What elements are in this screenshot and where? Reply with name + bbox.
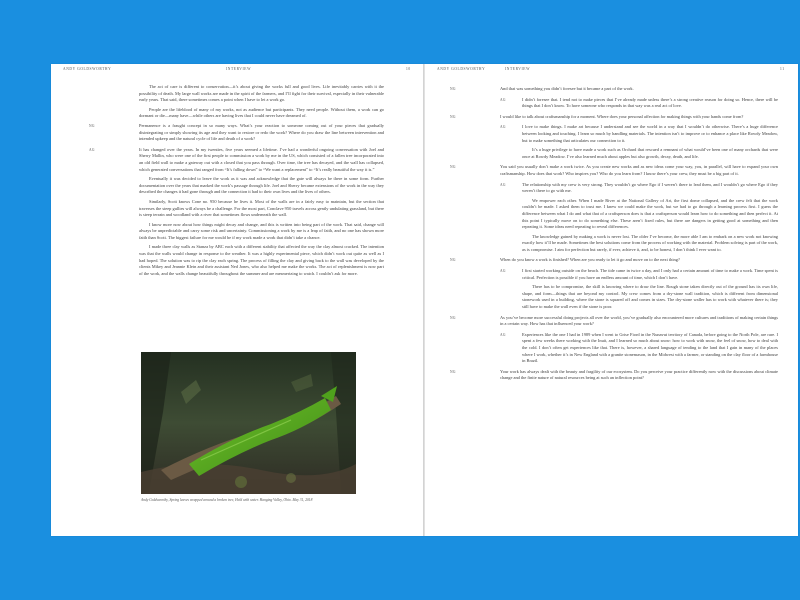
answer-text: We empower each other. When I made River at the National Gallery of Art, the first dome collapsed, and the crew felt that the work couldn’t be made. I asked them to trust me. I knew we could make the work, but we had to go through a learning process first. I guess the difference between what I do and what that of a craftsperson does is that a craftsperson would learn how to do something and then perfect it. At this point I typically move on to do something else. These aren’t fixed rules, but there are dangers in getting good at something and then repeating it. Some ideas need repeating to reveal differences. [522, 197, 778, 230]
question-text: And that was something you didn’t foresee but it became a part of the work. [500, 86, 634, 91]
question-block [450, 86, 778, 93]
answer-block [500, 268, 778, 311]
question-block [450, 113, 778, 121]
running-head-section: INTERVIEW [226, 67, 252, 71]
answer-text: I made three clay walls as Stanza by ABC each with a different stability that affected the way the clay almost cracked. The intention was that the walls would change in response to the weather. It was a highly experimental piece, which didn’t work out quite as well as I had hoped. The solution was to rip the clay each spring. The process of filling the clay and giving back to the wall was developed by the clients Mikey and Jeannie Klein and their assistant Ned Jones, who also helped me make the works. The act of replenishment is now part of the work, and the walls change beautifully throughout the summer and are mesmerizing to watch. I couldn’t ask for more. [139, 244, 384, 276]
speaker-tag: NG [450, 87, 456, 91]
speaker-tag: NG [450, 258, 456, 263]
answer-text: I first started working outside on the beach. The tide came in twice a day, and I only had a certain amount of time to make a work. Time spent is critical. Perfection is possible if you have an endless amount of time, which I don’t have. [522, 268, 778, 280]
speaker-tag: AG [500, 125, 506, 130]
answer-text: The knowledge gained by making a work is never lost. The older I’ve become, the more able I am to embark on a new work not knowing exactly how it’ll be made. Sometimes the best solutions come from the process of working with the material. Problem solving is part of the work, as is compromise. I aim for perfection but rarely, if ever, achieve it, and, to be honest, I don’t think I ever want to. [522, 233, 778, 252]
paragraph: People are the lifeblood of many of my works, not as audience but participants. They need people. Without them, a work can go dormant or die—many have—while others are having lives that I could never have dreamed of. [139, 106, 384, 119]
answer-text: There has to be compromise, the skill is knowing where to draw the line. Rough stone taken directly out of the ground has its own life, shape, and form—things that are beyond my control. My crew comes from a dry-stone wall tradition, which is different from dimensional stonework used in a building, where the stone is squared off and comes in sizes. The dry-stone waller has to work with whatever there is; they still have to make the wall even if the stone is poor. [522, 284, 778, 310]
right-text-column [450, 86, 778, 386]
left-text-column [89, 84, 384, 281]
question-text: I would like to talk about craftsmanship for a moment. Where does your personal affection for making things with your hands come from? [500, 113, 744, 119]
folio: 10 [406, 67, 411, 71]
answer-text: It has changed over the years. In my twenties, five years seemed a lifetime. I’ve had a wonderful ongoing conversation with Joel and Sherry Mallin, who were one of the first people to commission a work by me in the US, which consisted of a fallen tree incorporated into an old field wall to make a gateway out with a closed that you pass through. Over time, the tree has decayed, and the wall has collapsed, which generated conversations that ranged from “It’s falling down” to “We want a replacement” to “It’s really beautiful the way it is.” [139, 146, 384, 172]
speaker-tag: AG [500, 97, 506, 102]
answer-text: Eventually it was decided to leave the work as it was and acknowledge that the gate will always be there in some form. Further documentation over the years that marked the work’s passage through life. Joel and Sherry became extensions of the work in the way they described the changes it had gone through and the connection it had to their own lives and the lives of others. [139, 176, 384, 195]
speaker-tag: NG [450, 165, 456, 170]
question-block [450, 164, 778, 177]
folio: 11 [780, 67, 785, 71]
figure-caption: Andy Goldsworthy, Spring leaves wrapped around a broken tree, Held with water. Hanging Valley, Ohio. May 31, 2018 [141, 498, 313, 502]
running-head-section: INTERVIEW [505, 67, 531, 71]
answer-block [500, 181, 778, 254]
answer-text: Similarly, Scott knows Cone no. 950 because he lives it. Most of the walls are in a fairly easy to maintain, but the section that traverses the steep gullies will always be a challenge. For the most part, Conclave 950 travels across gently undulating grassland, but there is steep terrain and woodland with a river that sometimes flows underneath the wall. [139, 198, 384, 218]
paragraph: The act of care is different to conservation—it’s about giving the works full and good lives. Life inevitably carries with it the possibility of death. My large wall works are made in the spirit of the farmers, and I’ll fight for their survival, especially in their vulnerable early years. That said, there sometimes comes a point when I have to let a work go. [139, 84, 384, 103]
question-text: Permanence is a fraught concept in so many ways. What’s your reaction to someone coming out of your pieces that gradually disintegrating or simply showing its age and they want to restore or redo the work? Where do you draw the line between intervention and intended upkeep and the natural cycle of life and death of a work? [139, 122, 384, 142]
speaker-tag: AG [89, 147, 95, 152]
speaker-tag: NG [450, 315, 456, 320]
speaker-tag: AG [500, 182, 506, 187]
question-text: When do you know a work is finished? When are you ready to let it go and move on to the next thing? [500, 257, 680, 263]
answer-text: I love to make things. I make art because I understand and see the world in a way that I wouldn’t do otherwise. There’s a huge difference between looking and touching. I learn so much by handling materials. The intention isn’t to improve or to enhance a place like Rowdy Meadow, but to make something that articulates our connection to it. [522, 124, 778, 143]
answer-text: I know more now about how things might decay and change, and this is written into being part of the work. That said, change will always be unpredictable and carry some risk and uncertainty. Commissioning a work by me is a leap of faith, and no one has shown more faith than Scott. The biggest failure for me would be if my work made a work that didn’t take a chance. [139, 221, 384, 240]
running-head-author: ANDY GOLDSWORTHY [63, 67, 112, 71]
artwork-photo [141, 352, 356, 494]
answer-text: The relationship with my crew is very strong. They wouldn’t go where Ego if I weren’t there to lead them, and I wouldn’t go where Ego if they weren’t there to go with me. [522, 181, 778, 194]
left-page [51, 64, 424, 536]
question-text: You said you usually don’t make a work twice. As you create new works and as new ideas come your way, you, in parallel, will have to expand your own craftsmanship. How does that work? Who inspires you? Who do you learn from? I know there’s your crew, they must be a big part of it. [500, 164, 778, 176]
speaker-tag: AG [500, 269, 506, 274]
question-block [450, 368, 778, 382]
question-text: Your work has always dealt with the beauty and fragility of our ecosystem. Do you perceive your practice differently now with the discussions about climate change and the finite nature of natural resources being at such an inflection point? [500, 368, 778, 381]
question-text: As you’ve become more successful doing projects all over the world, you’ve gradually also encountered more cultures and traditions of making certain things in a certain way. How has that influenced your work? [500, 314, 778, 327]
speaker-tag: NG [450, 114, 456, 119]
question-block [450, 257, 778, 264]
answer-block [89, 146, 384, 278]
question-block [450, 314, 778, 328]
speaker-tag: NG [89, 123, 95, 128]
answer-block [500, 331, 778, 365]
question-block [89, 122, 384, 143]
answer-text: It’s a huge privilege to have made a work such as Orchard that rescued a remnant of what would’ve been one of many orchards that were once at Rowdy Meadow. I’ve also learned much about apples but also growth, decay, death, and life. [522, 147, 778, 159]
leaf-wrapped-tree-image [141, 352, 356, 494]
right-page [425, 64, 798, 536]
answer-block [500, 124, 778, 160]
answer-block [500, 96, 778, 110]
answer-text: Experiences like the one I had in 1989 when I went to Grise Fiord in the Nunavut territory of Canada, before going to the North Pole, are rare. I spent a few weeks there working with the Inuit, and I learned so much about snow: how to work with snow, the feel of snow, how to deal with the cold. I don’t often get experiences like that. There is, however, a shared language of tending to the land that I gain in many of the places where I work, whether it’s in New England with a granite stonemason, in the Midwest with a farmer, or standing on the clay floor of a farmhouse in Brazil. [522, 331, 778, 364]
speaker-tag: NG [450, 369, 456, 374]
speaker-tag: AG [500, 332, 506, 337]
answer-text: I didn’t foresee that. I tend not to make pieces that I’ve already made unless there’s a strong creative reason for doing so. Hence, there will be things that I don’t know. To have someone who responds in that way was a real act of love. [522, 96, 778, 109]
running-head-author: ANDY GOLDSWORTHY [437, 67, 486, 71]
